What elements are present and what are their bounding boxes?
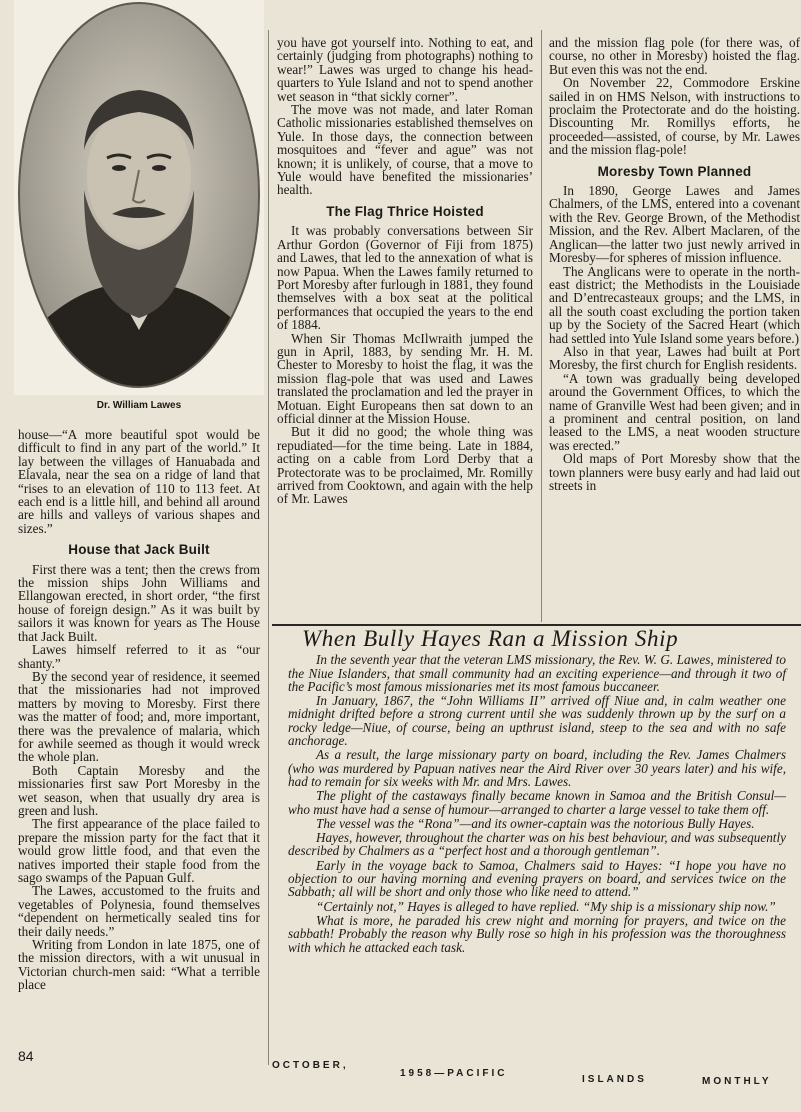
footer-month: OCTOBER, bbox=[272, 1060, 349, 1071]
subheading: House that Jack Built bbox=[68, 542, 210, 558]
paragraph: The first appearance of the place failed to prepare the mission party for the fact that it would grow little food, and that even the natives imported their staple food from the sago swamps of the Papuan Gulf. bbox=[18, 816, 260, 885]
paragraph: On November 22, Commodore Erskine sailed in on HMS Nelson, with instructions to proclaim the Protectorate and do the hoisting. Discounting Mr. Romillys efforts, he proceeded—assisted, of course, by Mr. Lawes and the mission flag-pole! bbox=[549, 75, 800, 158]
footer-islands: ISLANDS bbox=[582, 1074, 647, 1085]
portrait-photo bbox=[14, 0, 264, 395]
paragraph: By the second year of residence, it seemed that the missionaries had not improved matters by moving to Moresby. First there was the matter of food; and, more important, there was the prevalence of malaria, which for awhile seemed as though it would wreck the whole plan. bbox=[18, 668, 260, 765]
paragraph: house—“A more beautiful spot would be difficult to find in any part of the world.” It lay between the villages of Hanuabada and Elavala, near the sea on a ridge of land that “rises to an elevation of 110 to 113 feet. At each end is a little hill, and behind all around are hills and valleys of various shapes and sizes.” bbox=[18, 427, 260, 536]
portrait-caption: Dr. William Lawes bbox=[96, 400, 182, 411]
subheading: Moresby Town Planned bbox=[597, 163, 752, 179]
paragraph: and the mission flag pole (for there was, of course, no other in Moresby) hoisted the flag. But even this was not the end. bbox=[549, 35, 800, 77]
paragraph: The plight of the castaways finally became known in Samoa and the British Consul—who must have had a sense of humour—arranged to charter a large vessel to take them off. bbox=[288, 788, 786, 817]
paragraph: Also in that year, Lawes had built at Port Moresby, the first church for English residents. bbox=[549, 343, 800, 373]
paragraph: The Lawes, accustomed to the fruits and vegetables of Polynesia, found themselves “dependent on hermetically sealed tins for their daily needs.” bbox=[18, 883, 260, 939]
column-3 bbox=[549, 36, 800, 492]
paragraph: “A town was gradually being developed around the Government Offices, to which the name of Granville West had been given; and in a prominent and central position, on land leased to the LMS, a neat wooden structure was erected.” bbox=[549, 370, 800, 453]
paragraph: “Certainly not,” Hayes is alleged to have replied. “My ship is a missionary ship now.” bbox=[316, 898, 776, 914]
paragraph: The move was not made, and later Roman Catholic missionaries established themselves on Yule. In those days, the connection between mosquitoes and “fever and ague” was not known; it is unlikely, of course, that a move to Yule would have benefited the missionaries’ health. bbox=[277, 102, 533, 198]
paragraph: When Sir Thomas McIlwraith jumped the gun in April, 1883, by sending Mr. H. M. Chester to Moresby to hoist the flag, it was the mission flag-pole that was used and Lawes translated the proclamation and led the prayer in Motuan. Eight Europeans then sat down to an official dinner at the Mission House. bbox=[277, 330, 533, 426]
paragraph: As a result, the large missionary party on board, including the Rev. James Chalmers (who was murdered by Papuan natives near the Aird River over 30 years later) and his wife, had to remain for six weeks with Mr. and Mrs. Lawes. bbox=[288, 747, 786, 789]
paragraph: Early in the voyage back to Samoa, Chalmers said to Hayes: “I hope you have no objection to our having morning and evening prayers on board, and services twice on the Sabbath; all will be short and only those who like need to attend.” bbox=[288, 857, 786, 900]
paragraph: It was probably conversations between Sir Arthur Gordon (Governor of Fiji from 1875) and Lawes, that led to the annexation of what is now Papua. When the Lawes family returned to Port Moresby after furlough in 1881, they found themselves with a box seat at the political performances that occupied the years to the end of 1884. bbox=[277, 223, 533, 333]
sidebar-title: When Bully Hayes Ran a Mission Ship bbox=[302, 626, 679, 651]
column-1 bbox=[18, 428, 260, 992]
paragraph: Writing from London in late 1875, one of the mission directors, with a wit unusual in Victorian church-men said: “What a terrible place bbox=[18, 937, 260, 993]
subheading: The Flag Thrice Hoisted bbox=[326, 203, 484, 219]
footer-monthly: MONTHLY bbox=[702, 1076, 772, 1087]
paragraph: Lawes himself referred to it as “our shanty.” bbox=[18, 642, 260, 671]
paragraph: First there was a tent; then the crews from the mission ships John Williams and Ellangowan erected, in short order, “the first house of foreign design.” As it was built by sailors it was known for years as The House that Jack Built. bbox=[18, 561, 260, 644]
paragraph: you have got yourself into. Nothing to eat, and certainly (judging from photographs) nothing to wear!” Lawes was urged to change his head-quarters to Yule Island and not to spend another wet season in “that sickly corner”. bbox=[277, 35, 533, 104]
paragraph: In the seventh year that the veteran LMS missionary, the Rev. W. G. Lawes, ministered to the Niue Islanders, that small community had an exciting experience—and through it two of the Pacific’s most famous missionaries met its most famous buccaneer. bbox=[288, 652, 786, 694]
paragraph: In 1890, George Lawes and James Chalmers, of the LMS, entered into a covenant with the Rev. George Brown, of the Methodist Mission, and the Rev. Albert Maclaren, of the Anglican—the latter two just newly arrived in Moresby—for spheres of mission influence. bbox=[549, 183, 800, 266]
paragraph: Hayes, however, throughout the charter was on his best behaviour, and was subsequently described by Chalmers as a “perfect host and a thorough gentleman”. bbox=[288, 830, 786, 859]
paragraph: Old maps of Port Moresby show that the town planners were busy early and had laid out streets in bbox=[549, 451, 800, 493]
paragraph: But it did no good; the whole thing was repudiated—for the time being. Late in 1884, acting on a cable from Lord Derby that a Protectorate was to be proclaimed, Mr. Romilly arrived from Cooktown, and again with the help of Mr. Lawes bbox=[277, 424, 533, 507]
column-2 bbox=[277, 36, 533, 506]
column-divider bbox=[268, 30, 269, 1065]
page-number: 84 bbox=[18, 1048, 34, 1064]
paragraph: The Anglicans were to operate in the north-east district; the Methodists in the Louisiade and D’entrecasteaux groups; and the LMS, in all the south coast excluding the portion taken up by the Society of the Sacred Heart (which had settled into Yule Island some years before.) bbox=[549, 263, 800, 346]
paragraph: What is more, he paraded his crew night and morning for prayers, and twice on the sabbath! Probably the reason why Bully rose so high in his profession was the thoroughness with which he attacked each task. bbox=[288, 912, 786, 955]
paragraph: Both Captain Moresby and the missionaries first saw Port Moresby in the wet season, when that usually dry area is green and lush. bbox=[18, 762, 260, 818]
footer-year: 1958—PACIFIC bbox=[400, 1068, 508, 1079]
column-divider bbox=[541, 30, 542, 622]
paragraph: The vessel was the “Rona”—and its owner-captain was the notorious Bully Hayes. bbox=[316, 815, 755, 831]
running-footer bbox=[272, 1060, 801, 1100]
sidebar-story bbox=[288, 626, 786, 955]
paragraph: In January, 1867, the “John Williams II” arrived off Niue and, in calm weather one midnight drifted before a strong current until she was suddenly thrown up by the surf on a rocky ledge—Niue, of course, being an upthrust island, steep to the sea and with no safe anchorage. bbox=[288, 693, 786, 749]
